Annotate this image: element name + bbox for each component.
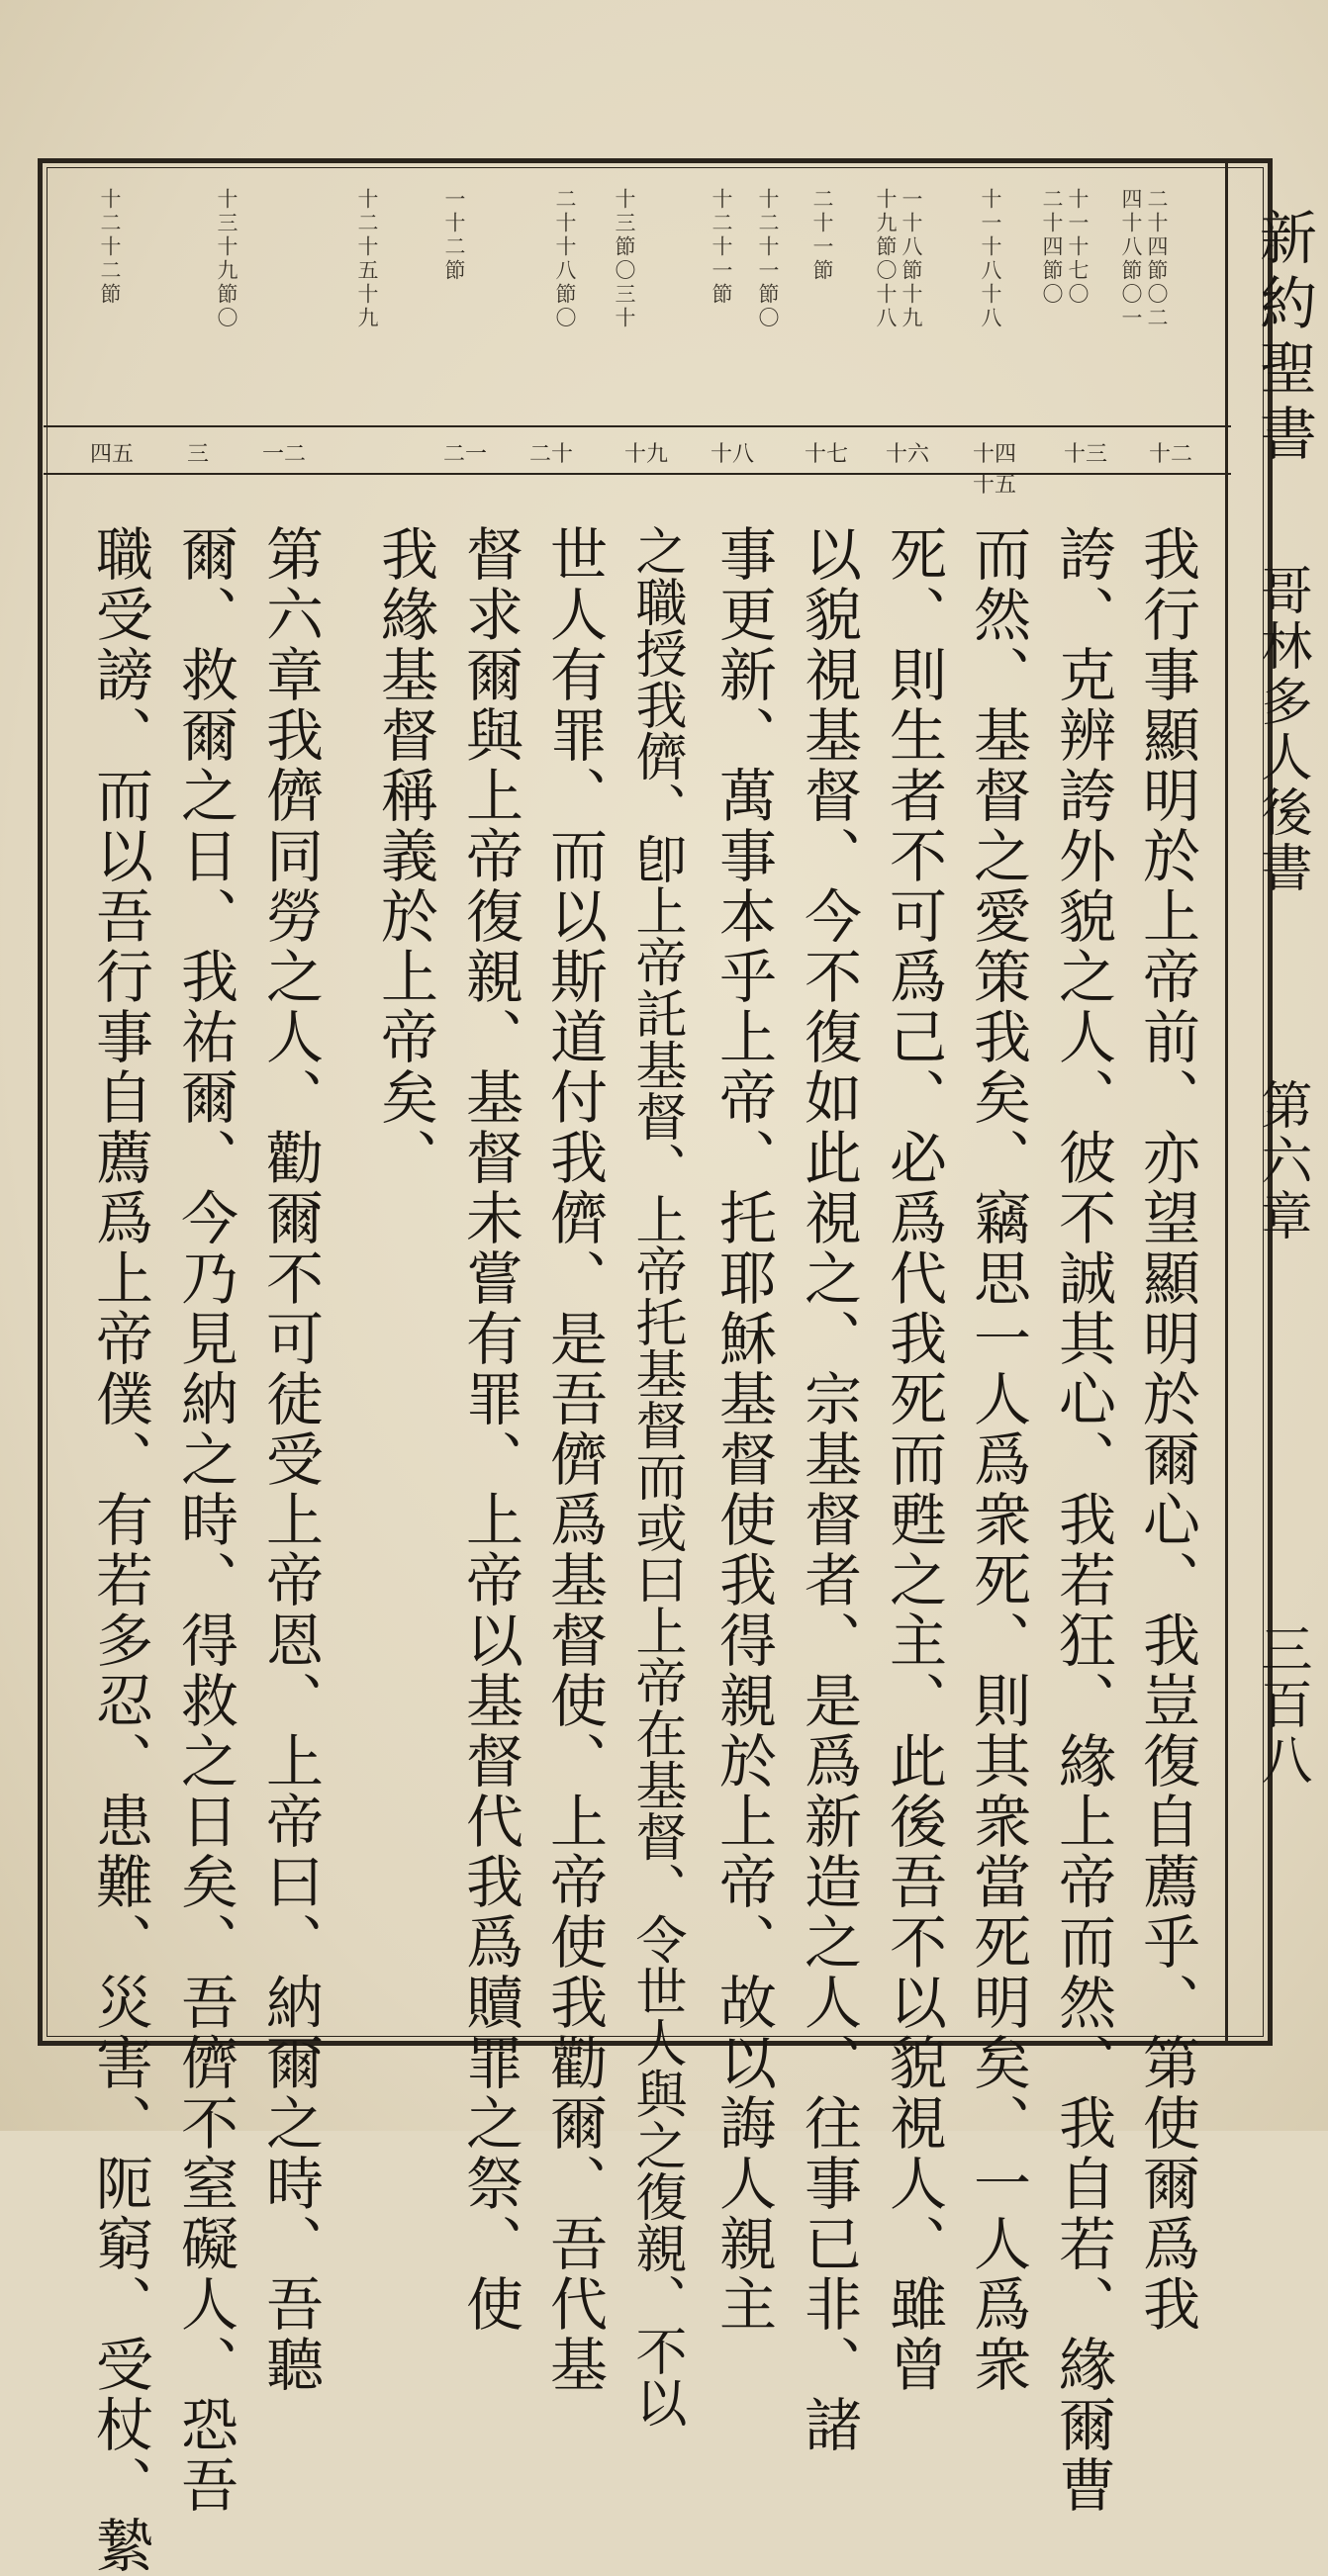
text-line: 而然、基督之愛策我矣、竊思一人爲衆死、則其衆當死明矣、一人爲衆 [964,524,1031,2395]
xref-entry: 十二十一節 [710,188,733,307]
text-line: 我行事顯明於上帝前、亦望顯明於爾心、我豈復自薦乎、第使爾爲我 [1133,524,1200,2335]
text-line: 職受謗、而以吾行事自薦爲上帝僕、有若多忍、患難、災害、阨窮、受杖、縶 [86,524,153,2576]
verse-number: 十六 [885,442,929,467]
xref-entry: 十三十九節〇 [215,188,238,330]
xref-entry: 十二十二節 [98,188,122,307]
xref-entry: 一十八節十九 [900,188,923,330]
text-line: 督求爾與上帝復親、基督未嘗有罪、上帝以基督代我爲贖罪之祭、使 [456,524,523,2335]
verse-number: 十四十五 [972,442,1016,498]
text-line: 第六章我儕同勞之人、勸爾不可徒受上帝恩、上帝曰、納爾之時、吾聽 [256,524,324,2395]
xref-entry: 十二十五十九 [355,188,379,330]
chapter-heading: 第六章 [1252,1078,1311,1244]
xref-entry: 十二十一節〇 [756,188,780,330]
text-line: 事更新、萬事本乎上帝、托耶穌基督使我得親於上帝、故以誨人親主 [710,524,777,2335]
verse-number: 十九 [623,442,668,467]
text-line: 以貌視基督、今不復如此視之、宗基督者、是爲新造之人、往事已非、諸 [795,524,862,2455]
verse-number: 一二 [261,442,306,467]
xref-entry: 十一十七〇 [1066,188,1090,307]
xref-entry: 十九節〇十八 [874,188,898,330]
verse-number: 三 [186,442,209,467]
xref-entry: 二十十八節〇 [553,188,577,330]
book-name: 哥林多人後書 [1252,564,1311,896]
xref-entry: 二十四節〇二 [1145,188,1169,330]
xref-bottom-rule [44,425,1231,427]
xref-entry: 二十一節 [810,188,834,283]
verse-number-bottom-rule [44,473,1231,475]
xref-entry: 四十八節〇一 [1119,188,1143,330]
verse-number: 十八 [710,442,754,467]
verse-number: 十三 [1063,442,1107,467]
text-line: 誇、克辨誇外貌之人、彼不誠其心、我若狂、緣上帝而然、我自若、緣爾曹 [1049,524,1116,2516]
verse-number: 四五 [89,442,134,467]
xref-entry: 十一十八十八 [979,188,1002,330]
text-line: 之職授我儕、卽上帝託基督、上帝托基督而或曰上帝在基督、令世人與之復親、不以 [626,524,686,2428]
text-line: 世人有罪、而以斯道付我儕、是吾儕爲基督使、上帝使我勸爾、吾代基 [540,524,608,2395]
page-number: 三百八 [1252,1622,1311,1789]
xref-entry: 十三節〇三十 [613,188,636,330]
xref-entry: 一十二節 [442,188,466,283]
verse-number: 十七 [804,442,848,467]
verse-number: 二一 [442,442,487,467]
text-line: 我緣基督稱義於上帝矣、 [371,524,438,1188]
verse-number: 十二 [1148,442,1192,467]
header-divider [1225,163,1228,2043]
text-line: 死、則生者不可爲己、必爲代我死而甦之主、此後吾不以貌視人、雖曾 [880,524,947,2395]
text-line: 爾、救爾之日、我祐爾、今乃見納之時、得救之日矣、吾儕不窒礙人、恐吾 [171,524,238,2516]
verse-number: 二十 [528,442,573,467]
xref-entry: 二十四節〇 [1040,188,1064,307]
book-series-title: 新約聖書 [1250,208,1317,469]
